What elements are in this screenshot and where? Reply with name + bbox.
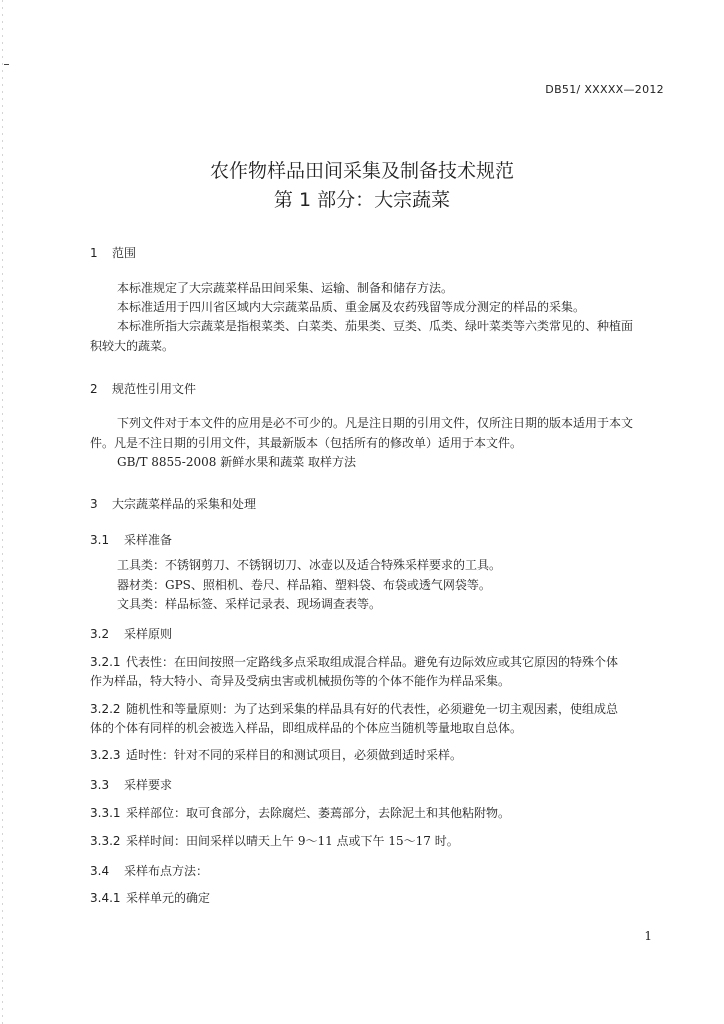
section-title: 范围 [112,246,137,260]
list-item-equipment: 器材类：GPS、照相机、卷尺、样品箱、塑料袋、布袋或透气网袋等。 [117,578,491,592]
subsection-3-3-heading [90,776,172,793]
clause-continuation: 作为样品，特大特小、奇异及受病虫害或机械损伤等的个体不能作为样品采集。 [90,674,511,688]
page-number: 1 [644,929,652,943]
subsection-number: 3.1 [90,533,110,547]
clause-continuation: 体的个体有同样的机会被选入样品，即组成样品的个体应当随机等量地取自总体。 [90,721,523,735]
section-2-heading [90,380,196,397]
subsection-title: 采样要求 [124,778,173,792]
list-item-tools: 工具类：不锈钢剪刀、不锈钢切刀、冰壶以及适合特殊采样要求的工具。 [117,558,502,572]
scan-edge-mark [4,64,9,65]
clause-number: 3.3.1 [90,806,121,820]
subsection-title: 采样准备 [124,533,173,547]
clause-number: 3.2.3 [90,748,121,762]
normative-reference: GB/T 8855-2008 新鲜水果和蔬菜 取样方法 [117,455,357,469]
clause-3-2-1 [90,653,618,672]
section-number: 3 [90,497,98,511]
clause-number: 3.2.2 [90,702,121,716]
clause-text: 采样时间：田间采样以晴天上午 9～11 点或下午 15～17 时。 [126,834,459,848]
section-3-heading [90,495,256,512]
standard-code: DB51/ XXXXX—2012 [545,83,664,96]
section-number: 1 [90,246,98,260]
list-item-stationery: 文具类：样品标签、采样记录表、现场调查表等。 [117,597,382,611]
section-1-heading [90,244,136,261]
clause-text: 采样单元的确定 [126,891,211,905]
subsection-title: 采样原则 [124,627,173,641]
document-subtitle: 第 1 部分：大宗蔬菜 [273,189,451,211]
subsection-3-4-heading [90,862,208,879]
clause-number: 3.3.2 [90,834,121,848]
clause-text: 代表性：在田间按照一定路线多点采取组成混合样品。避免有边际效应或其它原因的特殊个体 [126,655,619,669]
subsection-3-2-heading [90,625,172,642]
clause-text: 采样部位：取可食部分，去除腐烂、萎蔫部分，去除泥土和其他粘附物。 [126,806,511,820]
subsection-number: 3.4 [90,864,110,878]
section-title: 大宗蔬菜样品的采集和处理 [112,497,257,511]
subsection-title: 采样布点方法： [124,864,209,878]
clause-text: 适时性：针对不同的采样目的和测试项目，必须做到适时采样。 [126,748,463,762]
section-title: 规范性引用文件 [112,382,197,396]
paragraph-continuation: 件。凡是不注日期的引用文件，其最新版本（包括所有的修改单）适用于本文件。 [90,436,523,450]
subsection-number: 3.2 [90,627,110,641]
clause-3-2-3 [90,746,462,765]
clause-number: 3.4.1 [90,891,121,905]
paragraph: 本标准所指大宗蔬菜是指根菜类、白菜类、茄果类、豆类、瓜类、绿叶菜类等六类常见的、种植面 [117,319,634,333]
clause-3-3-1 [90,804,510,823]
paragraph: 本标准适用于四川省区域内大宗蔬菜品质、重金属及农药残留等成分测定的样品的采集。 [117,300,586,314]
subsection-3-1-heading [90,531,172,548]
paragraph: 下列文件对于本文件的应用是必不可少的。凡是注日期的引用文件，仅所注日期的版本适用于本文 [117,416,634,430]
clause-text: 随机性和等量原则：为了达到采集的样品具有好的代表性，必须避免一切主观因素，使组成总 [126,702,619,716]
clause-3-2-2 [90,700,618,719]
paragraph-continuation: 积较大的蔬菜。 [90,339,175,353]
scan-edge-dots [2,0,3,1024]
clause-3-3-2 [90,832,459,851]
section-number: 2 [90,382,98,396]
document-title: 农作物样品田间采集及制备技术规范 [209,160,514,182]
clause-number: 3.2.1 [90,655,121,669]
clause-3-4-1 [90,889,210,908]
paragraph: 本标准规定了大宗蔬菜样品田间采集、运输、制备和储存方法。 [117,281,454,295]
subsection-number: 3.3 [90,778,110,792]
